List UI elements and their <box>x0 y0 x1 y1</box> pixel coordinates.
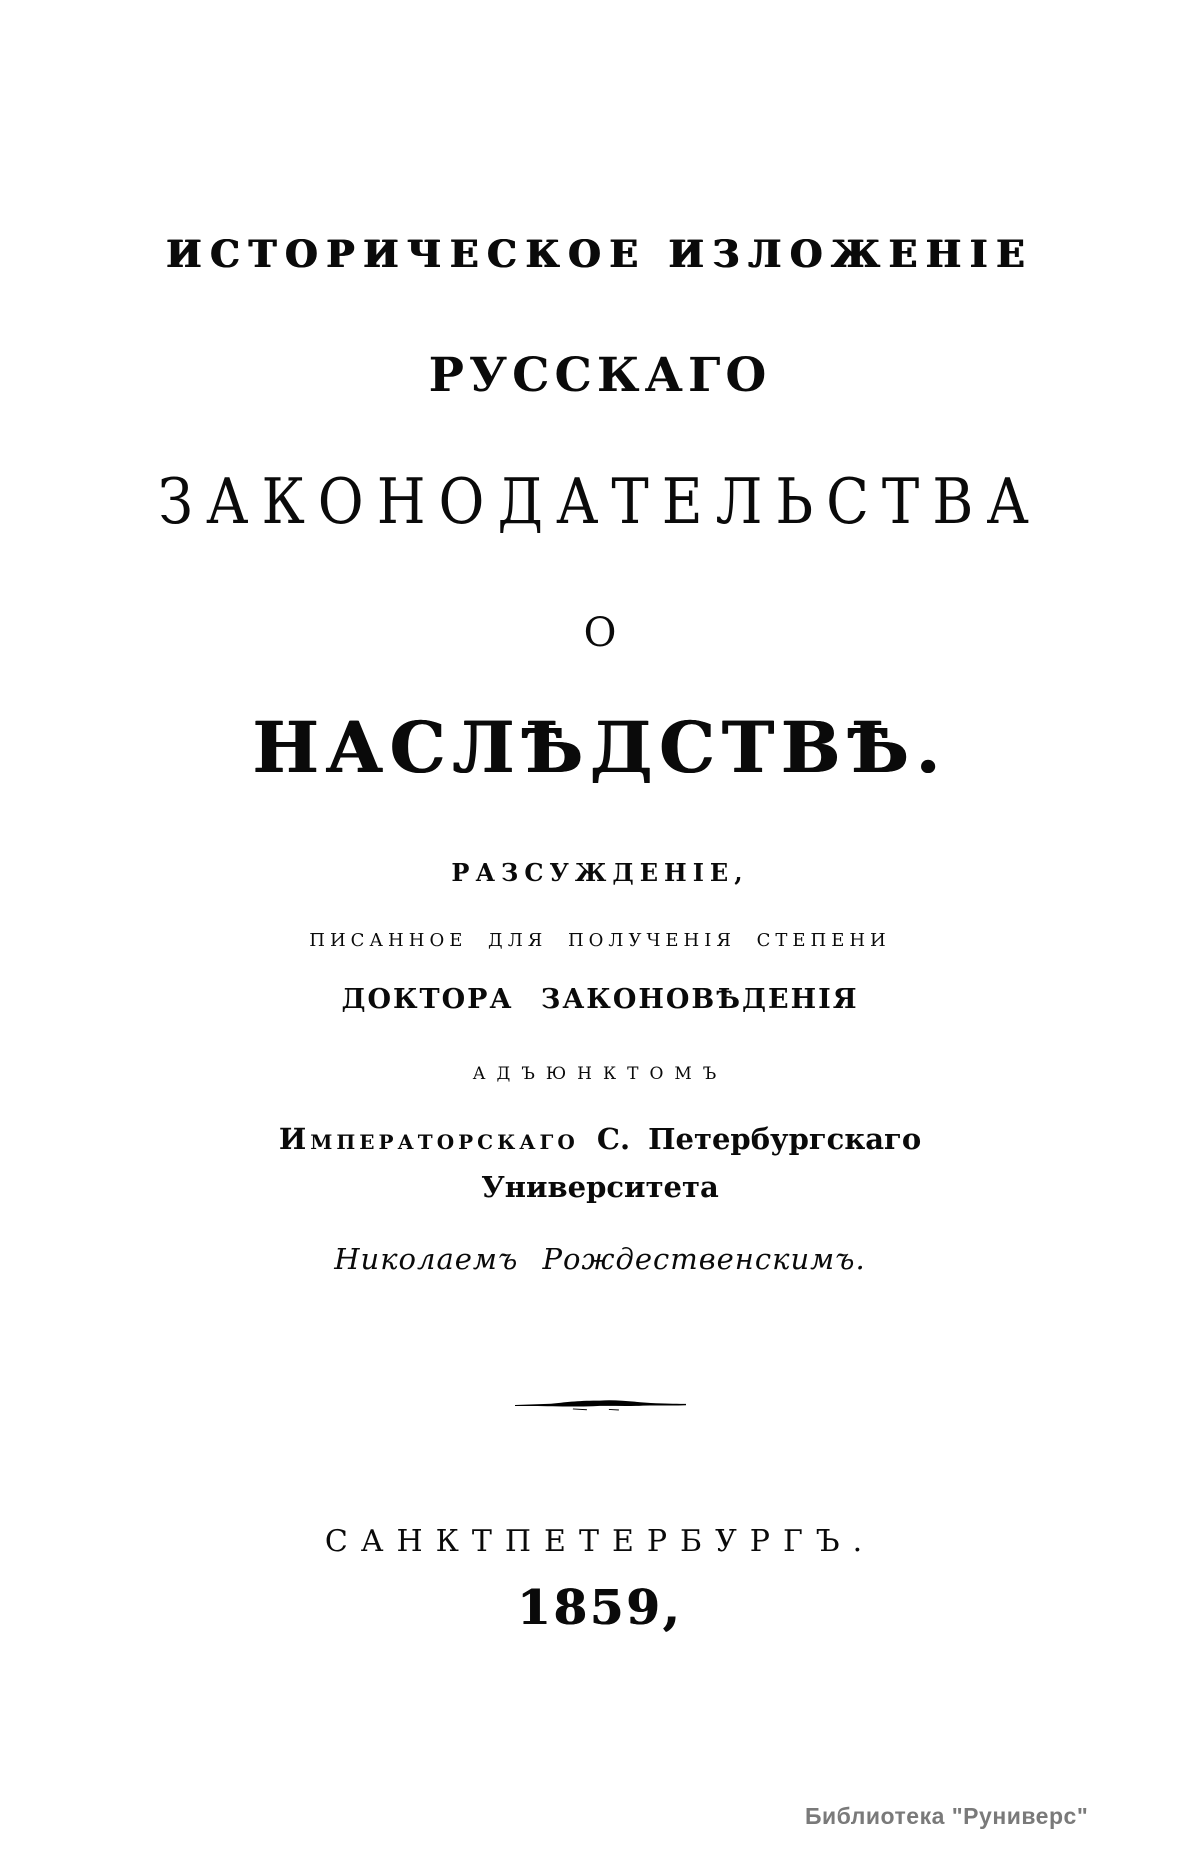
subtitle-pisannoe: ПИСАННОЕ ДЛЯ ПОЛУЧЕНІЯ СТЕПЕНИ <box>309 930 891 951</box>
affiliation-city-part: С. Петербургскаго <box>578 1122 922 1156</box>
author-affiliation-line2: Университета <box>481 1170 719 1204</box>
library-watermark: Библиотека "Руниверс" <box>805 1803 1089 1829</box>
title-line-nasledstve: НАСЛѢДСТВѢ. <box>252 706 948 789</box>
title-line-zakonodatelstva: ЗАКОНОДАТЕЛЬСТВА <box>158 466 1042 539</box>
author-role: АДЪЮНКТОМЪ <box>472 1064 728 1084</box>
subtitle-razsuzhdenie: РАЗСУЖДЕНІЕ, <box>451 858 749 887</box>
title-line-russkago: РУССКАГО <box>428 348 772 403</box>
title-header-line: ИСТОРИЧЕСКОЕ ИЗЛОЖЕНІЕ <box>166 232 1034 276</box>
ornamental-rule <box>0 1396 1200 1415</box>
ornamental-rule-glyph <box>513 1397 688 1411</box>
author-affiliation-line1 <box>0 1122 1200 1156</box>
subtitle-doktora: ДОКТОРА ЗАКОНОВѢДЕНІЯ <box>341 984 859 1015</box>
affiliation-imperial-word: Императорскаго <box>278 1122 579 1156</box>
author-name: Николаемъ Рождественскимъ. <box>334 1242 866 1276</box>
imprint-city: САНКТПЕТЕРБУРГЪ. <box>324 1524 876 1559</box>
imprint-year: 1859, <box>517 1580 683 1636</box>
title-line-o: О <box>583 610 617 656</box>
